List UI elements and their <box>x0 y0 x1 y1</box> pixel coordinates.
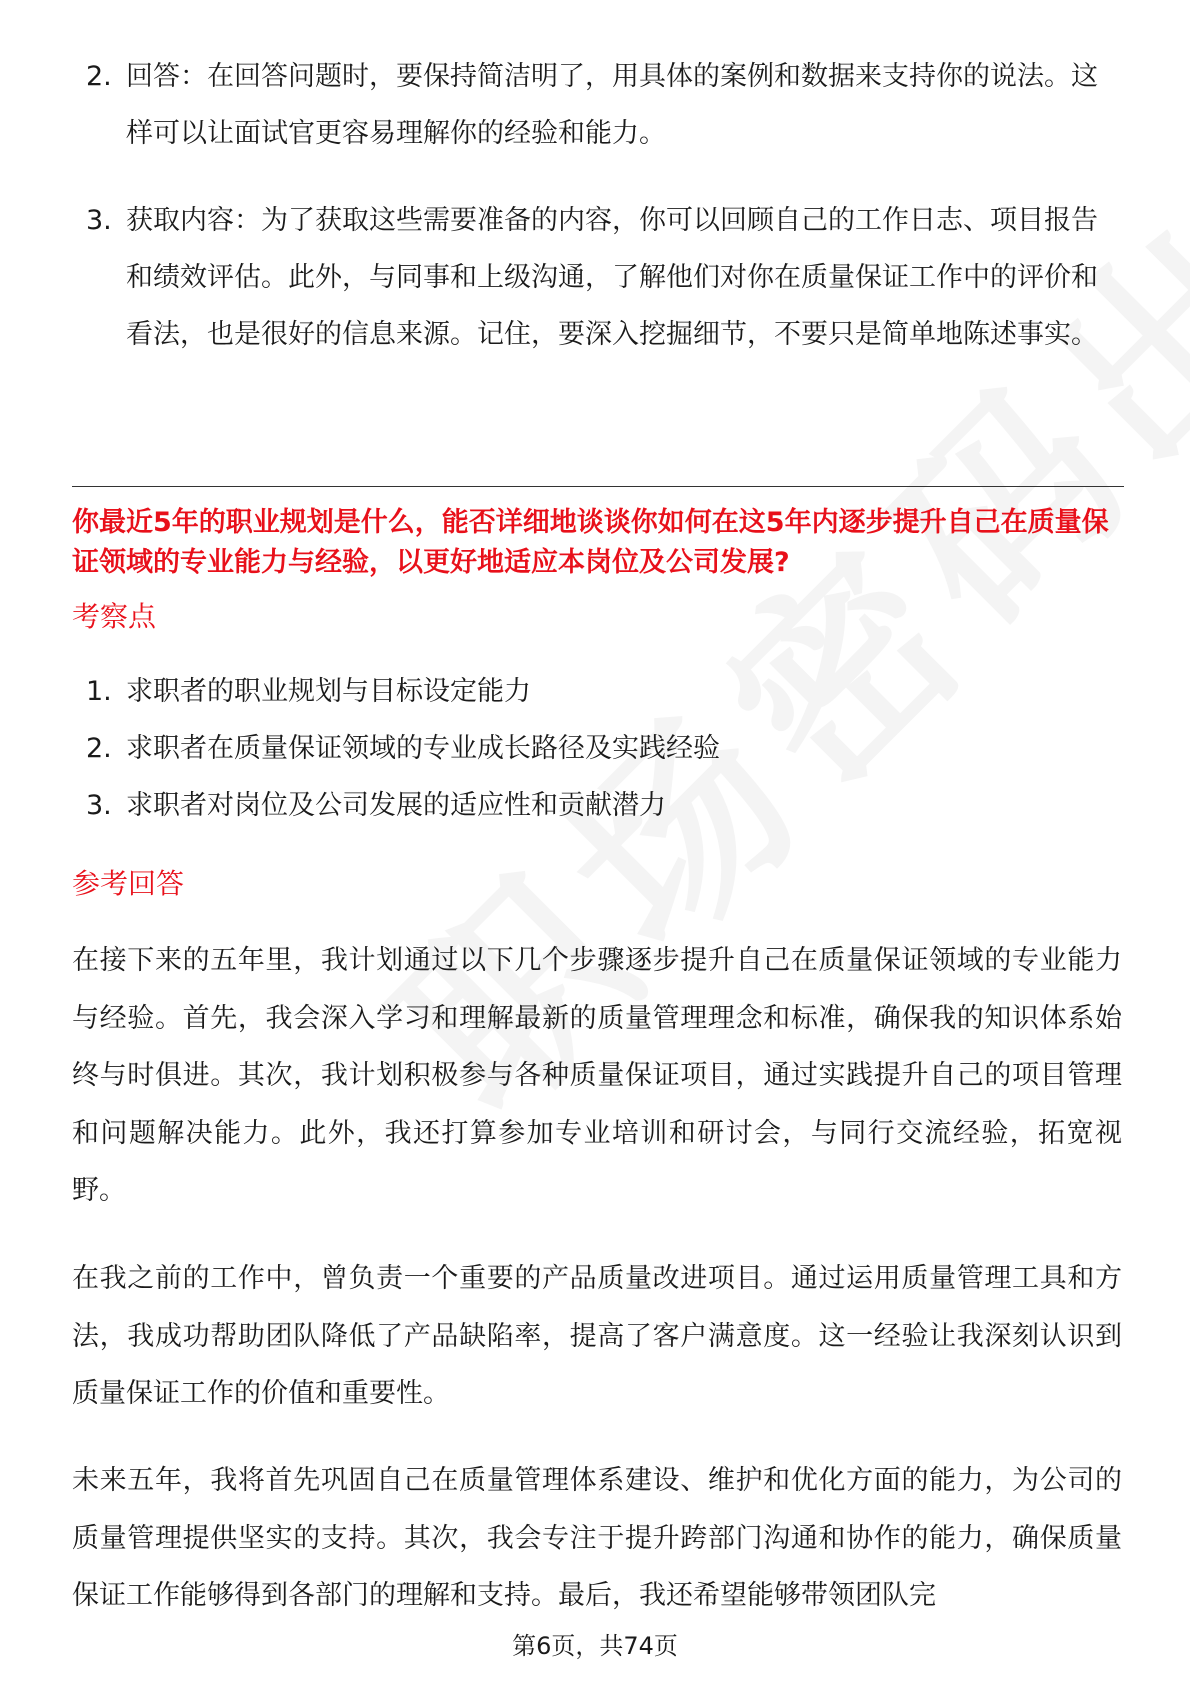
points-title: 考察点 <box>72 600 157 633</box>
answer-paragraph: 在接下来的五年里，我计划通过以下几个步骤逐步提升自己在质量保证领域的专业能力与经验。首先，我会深入学习和理解最新的质量管理理念和标准，确保我的知识体系始终与时俱进。其次，我计划积极参与各种质量保证项目，通过实践提升自己的项目管理和问题解决能力。此外，我还打算参加专业培训和研讨会，与同行交流经验，拓宽视野。 <box>72 945 1122 1206</box>
list-text: 求职者对岗位及公司发展的适应性和贡献潜力 <box>126 790 666 821</box>
list-item <box>72 777 1122 834</box>
list-number: 2. <box>86 733 112 764</box>
answer-title: 参考回答 <box>72 867 185 900</box>
list-text: 回答：在回答问题时，要保持简洁明了，用具体的案例和数据来支持你的说法。这样可以让面试官更容易理解你的经验和能力。 <box>126 61 1098 149</box>
page-footer: 第6页，共74页 <box>512 1632 678 1660</box>
evaluation-points-list <box>72 663 1122 834</box>
list-item <box>72 192 1122 363</box>
preparation-list <box>72 48 1122 363</box>
list-number: 3. <box>86 205 112 236</box>
list-text: 求职者的职业规划与目标设定能力 <box>126 676 531 707</box>
list-item <box>72 48 1122 162</box>
section-divider <box>72 486 1124 487</box>
list-number: 3. <box>86 790 112 821</box>
list-text: 获取内容：为了获取这些需要准备的内容，你可以回顾自己的工作日志、项目报告和绩效评估。此外，与同事和上级沟通，了解他们对你在质量保证工作中的评价和看法，也是很好的信息来源。记住，要深入挖掘细节，不要只是简单地陈述事实。 <box>126 205 1098 350</box>
list-item <box>72 663 1122 720</box>
answer-paragraph: 未来五年，我将首先巩固自己在质量管理体系建设、维护和优化方面的能力，为公司的质量管理提供坚实的支持。其次，我会专注于提升跨部门沟通和协作的能力，确保质量保证工作能够得到各部门的理解和支持。最后，我还希望能够带领团队完 <box>72 1465 1122 1611</box>
list-number: 2. <box>86 61 112 92</box>
answer-paragraph: 在我之前的工作中，曾负责一个重要的产品质量改进项目。通过运用质量管理工具和方法，我成功帮助团队降低了产品缺陷率，提高了客户满意度。这一经验让我深刻认识到质量保证工作的价值和重要性。 <box>72 1263 1122 1409</box>
interview-question: 你最近5年的职业规划是什么，能否详细地谈谈你如何在这5年内逐步提升自己在质量保证领域的专业能力与经验，以更好地适应本岗位及公司发展? <box>72 507 1109 578</box>
list-number: 1. <box>86 676 112 707</box>
list-item <box>72 720 1122 777</box>
list-text: 求职者在质量保证领域的专业成长路径及实践经验 <box>126 733 720 764</box>
